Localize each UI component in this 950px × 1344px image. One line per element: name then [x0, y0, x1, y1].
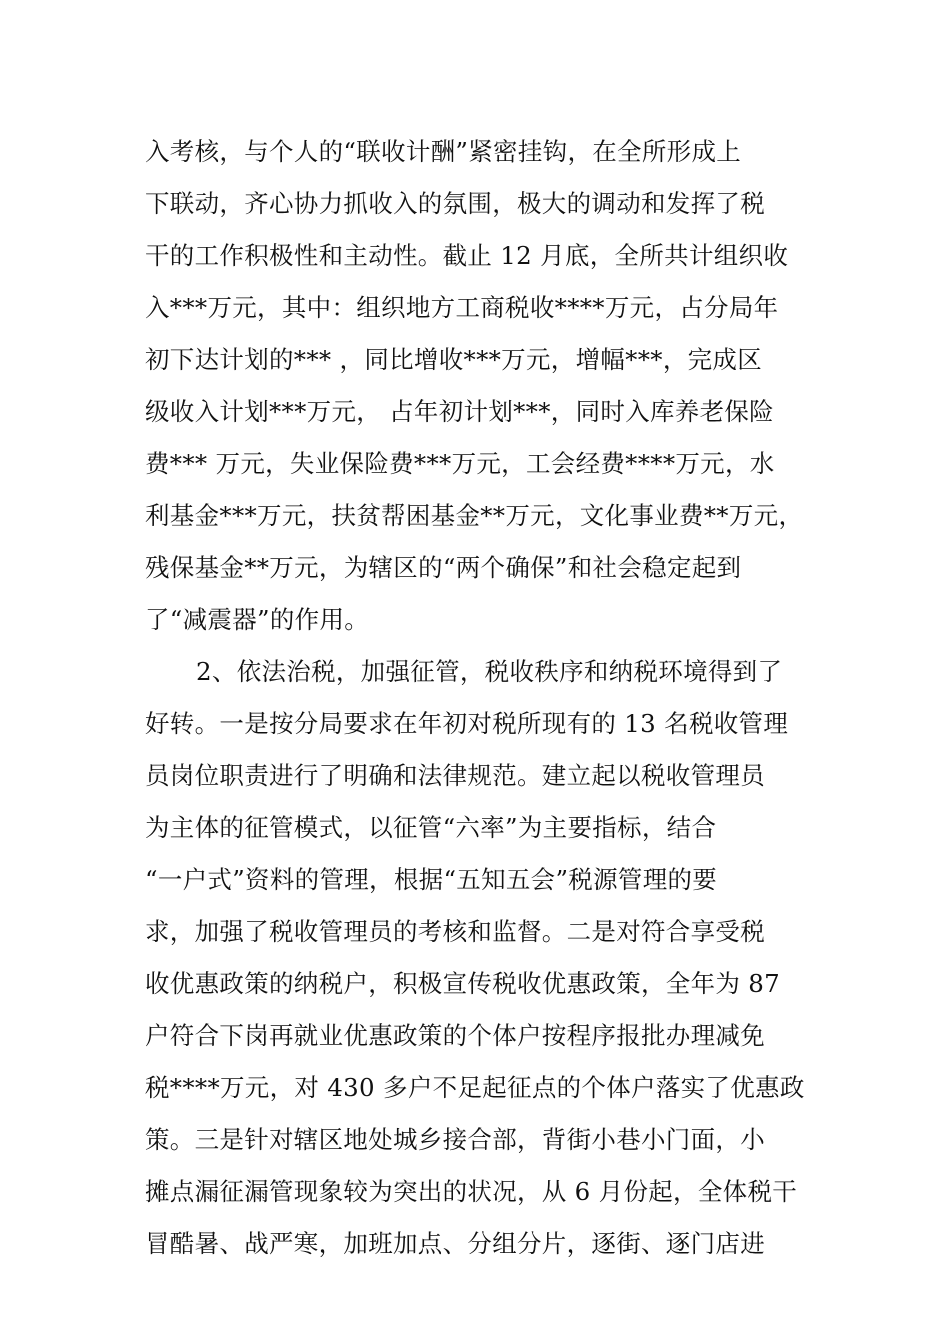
text-line-16: 求，加强了税收管理员的考核和监督。二是对符合享受税	[145, 917, 765, 946]
text-line-5: 初下达计划的*** ，同比增收***万元，增幅***，完成区	[145, 345, 763, 374]
text-line-17: 收优惠政策的纳税户，积极宣传税收优惠政策，全年为 87	[145, 969, 781, 998]
text-line-15: “一户式”资料的管理，根据“五知五会”税源管理的要	[145, 865, 718, 894]
text-line-13: 员岗位职责进行了明确和法律规范。建立起以税收管理员	[145, 761, 765, 790]
text-line-22: 冒酷暑、战严寒，加班加点、分组分片，逐街、逐门店进	[145, 1229, 765, 1258]
text-line-2: 下联动，齐心协力抓收入的氛围，极大的调动和发挥了税	[145, 189, 765, 218]
text-line-19: 税****万元，对 430 多户不足起征点的个体户落实了优惠政	[145, 1073, 805, 1102]
paragraph-heading-2: 2、依法治税，加强征管，税收秩序和纳税环境得到了	[196, 657, 783, 686]
text-line-9: 残保基金**万元，为辖区的“两个确保”和社会稳定起到	[145, 553, 742, 582]
text-line-1: 入考核，与个人的“联收计酬”紧密挂钩，在全所形成上	[145, 137, 742, 166]
text-line-10: 了“减震器”的作用。	[145, 605, 370, 634]
text-line-20: 策。三是针对辖区地处城乡接合部，背街小巷小门面，小	[145, 1125, 765, 1154]
text-line-12: 好转。一是按分局要求在年初对税所现有的 13 名税收管理	[145, 709, 789, 738]
text-line-18: 户符合下岗再就业优惠政策的个体户按程序报批办理减免	[145, 1021, 765, 1050]
text-line-6: 级收入计划***万元， 占年初计划***，同时入库养老保险	[145, 397, 774, 426]
text-line-3: 干的工作积极性和主动性。截止 12 月底，全所共计组织收	[145, 241, 789, 270]
text-line-8: 利基金***万元，扶贫帮困基金**万元，文化事业费**万元，	[145, 501, 804, 530]
text-line-4: 入***万元，其中：组织地方工商税收****万元，占分局年	[145, 293, 779, 322]
text-line-7: 费*** 万元，失业保险费***万元，工会经费****万元，水	[145, 449, 775, 478]
text-line-21: 摊点漏征漏管现象较为突出的状况，从 6 月份起，全体税干	[145, 1177, 798, 1206]
text-line-14: 为主体的征管模式，以征管“六率”为主要指标，结合	[145, 813, 717, 842]
